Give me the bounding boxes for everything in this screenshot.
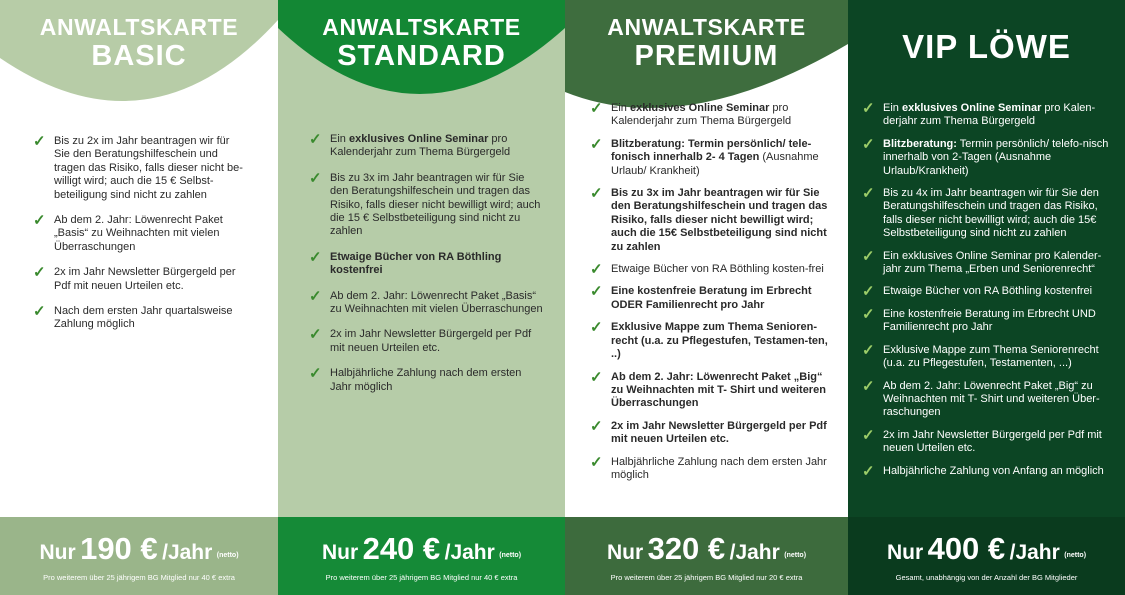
check-icon: ✓ — [862, 185, 875, 203]
feature-text: Nach dem ersten Jahr quartalsweise Zahlung möglich — [54, 305, 233, 331]
check-icon: ✓ — [309, 365, 322, 383]
check-icon: ✓ — [862, 135, 875, 153]
feature-text: Eine kostenfreie Beratung im Erbrecht ODER Familienrecht pro Jahr — [611, 285, 812, 311]
plan-title-line1: ANWALTSKARTE — [39, 14, 239, 40]
check-icon: ✓ — [862, 426, 875, 444]
price-footer-basic — [0, 517, 278, 595]
price-footer-premium — [565, 517, 848, 595]
check-icon: ✓ — [862, 305, 875, 323]
plan-title-line1: ANWALTSKARTE — [607, 14, 806, 40]
price-note: Pro weiterem über 25 jährigem BG Mitglied nur 40 € extra — [43, 573, 235, 582]
feature-item — [590, 135, 830, 178]
check-icon: ✓ — [33, 303, 46, 321]
feature-item — [862, 462, 1112, 480]
feature-item — [590, 285, 830, 312]
check-icon: ✓ — [309, 287, 322, 305]
feature-text: Eine kostenfreie Beratung im Erbrecht UND Familienrecht pro Jahr — [883, 307, 1096, 334]
check-icon: ✓ — [309, 169, 322, 187]
check-icon: ✓ — [590, 319, 603, 337]
check-icon: ✓ — [309, 326, 322, 344]
check-icon: ✓ — [33, 133, 46, 150]
check-icon: ✓ — [590, 135, 603, 153]
plan-card-standard — [278, 0, 565, 595]
price-netto: (netto) — [1064, 552, 1087, 559]
check-icon: ✓ — [590, 261, 603, 279]
price-netto: (netto) — [216, 552, 239, 559]
feature-item — [862, 426, 1112, 456]
feature-text: Bis zu 3x im Jahr beantragen wir für Sie den Beratungshilfeschein und tragen das Risiko, falls dieser nicht bewilligt wird; auch die 15€ Selbstbeteiligung sind nicht zu zahlen — [611, 187, 828, 253]
feature-item — [862, 305, 1112, 335]
feature-item — [590, 368, 830, 411]
feature-text: Halbjährliche Zahlung von Anfang an möglich — [883, 464, 1104, 477]
feature-text: Halbjährliche Zahlung nach dem ersten Jahr möglich — [611, 455, 827, 481]
feature-text: Ein exklusives Online Seminar pro Kalender-jahr zum Thema „Erben und Seniorenrecht“ — [883, 249, 1102, 276]
feature-item — [590, 102, 830, 129]
feature-item — [590, 417, 830, 447]
feature-text: Ein exklusives Online Seminar pro Kalenderjahr zum Thema Bürgergeld — [330, 133, 511, 159]
check-icon: ✓ — [590, 100, 603, 117]
feature-text: Ab dem 2. Jahr: Löwenrecht Paket „Basis“ zu Weihnachten mit vielen Überraschungen — [54, 214, 223, 253]
price-line — [0, 531, 278, 567]
feature-text: Ein exklusives Online Seminar pro Kalen-derjahr zum Thema Bürgergeld — [883, 102, 1096, 128]
price-period: /Jahr — [729, 541, 780, 564]
price-period: /Jahr — [1009, 541, 1060, 564]
feature-item — [862, 135, 1112, 178]
feature-text: Bis zu 4x im Jahr beantragen wir für Sie den Beratungshilfeschein und tragen das Risiko, falls dieser nicht bewilligt wird; auch die 15€ Selbstbeteiligung sind nicht zu zahlen — [883, 187, 1099, 240]
plan-card-basic — [0, 0, 278, 595]
check-icon: ✓ — [862, 247, 875, 265]
plan-header-standard — [278, 0, 565, 120]
check-icon: ✓ — [862, 100, 875, 117]
price-netto: (netto) — [784, 552, 807, 559]
feature-item — [590, 453, 830, 483]
feature-text: 2x im Jahr Newsletter Bürgergeld per Pdf mit neuen Urteilen etc. — [611, 419, 827, 446]
feature-text: 2x im Jahr Newsletter Bürgergeld per Pdf mit neuen Urteilen etc. — [330, 328, 532, 354]
feature-item — [33, 305, 248, 332]
check-icon: ✓ — [590, 453, 603, 471]
check-icon: ✓ — [862, 462, 875, 480]
plan-header-basic — [0, 0, 278, 120]
feature-item — [862, 187, 1112, 241]
feature-item — [862, 102, 1112, 129]
feature-item — [862, 341, 1112, 371]
feature-item — [309, 287, 544, 317]
price-period: /Jahr — [444, 541, 495, 564]
feature-item — [309, 248, 544, 278]
feature-text: 2x im Jahr Newsletter Bürgergeld per Pdf mit neuen Urteilen etc. — [54, 266, 236, 292]
plan-card-vip — [848, 0, 1125, 595]
price-netto: (netto) — [499, 552, 522, 559]
check-icon: ✓ — [590, 368, 603, 386]
check-icon: ✓ — [309, 248, 322, 266]
feature-item — [862, 247, 1112, 277]
price-prefix: Nur — [321, 541, 359, 564]
feature-text: Exklusive Mappe zum Thema Senioren-recht (u.a. zu Pflegestufen, Testamen-ten, ..) — [611, 321, 828, 361]
price-amount: 190 € — [80, 531, 158, 566]
price-prefix: Nur — [886, 541, 924, 564]
feature-text: Blitzberatung: Termin persönlich/ telefo-nisch innerhalb von 2-Tagen (Ausnahme Urlaub/Krankheit) — [883, 137, 1109, 177]
feature-text: Etwaige Bücher von RA Böthling kosten-frei — [611, 263, 824, 276]
feature-text: Etwaige Bücher von RA Böthling kostenfrei — [883, 285, 1093, 298]
plan-title-line2: BASIC — [91, 40, 187, 72]
feature-text: Ab dem 2. Jahr: Löwenrecht Paket „Basis“ zu Weihnachten mit vielen Überraschungen — [330, 289, 543, 316]
price-amount: 320 € — [647, 531, 726, 566]
check-icon: ✓ — [862, 377, 875, 395]
price-note: Gesamt, unabhängig von der Anzahl der BG Mitglieder — [895, 573, 1078, 582]
feature-text: Bis zu 2x im Jahr beantragen wir für Sie den Beratungshilfeschein und tragen das Risiko, falls dieser nicht be-willigt wird; auch die 15 € Selbst-beteiligung sind nicht zu zahlen — [54, 135, 243, 201]
feature-item — [862, 283, 1112, 301]
feature-list — [309, 133, 544, 394]
check-icon: ✓ — [862, 341, 875, 359]
plan-title-line2: STANDARD — [337, 40, 506, 72]
feature-text: Halbjährliche Zahlung nach dem ersten Jahr möglich — [330, 367, 522, 393]
check-icon: ✓ — [590, 417, 603, 435]
check-icon: ✓ — [309, 131, 322, 148]
price-prefix: Nur — [39, 541, 76, 564]
feature-item — [33, 135, 248, 202]
price-footer-standard — [278, 517, 565, 595]
feature-item — [309, 367, 544, 394]
price-amount: 400 € — [927, 531, 1006, 566]
price-line — [565, 531, 848, 567]
check-icon: ✓ — [33, 264, 46, 282]
price-prefix: Nur — [606, 541, 644, 564]
feature-item — [33, 214, 248, 254]
feature-text: Exklusive Mappe zum Thema Seniorenrecht (u.a. zu Pflegestufen, Testamenten, ...) — [883, 343, 1099, 370]
plan-title-line2: PREMIUM — [634, 40, 779, 72]
price-note: Pro weiterem über 25 jährigem BG Mitglied nur 40 € extra — [325, 573, 518, 582]
feature-text: 2x im Jahr Newsletter Bürgergeld per Pdf mit neuen Urteilen etc. — [883, 428, 1102, 455]
price-line — [278, 531, 565, 567]
feature-item — [309, 169, 544, 239]
feature-text: Bis zu 3x im Jahr beantragen wir für Sie den Beratungshilfeschein und tragen das Risiko, falls dieser nicht bewilligt wird; auch die 15 € Selbstbeteiligung sind nicht zu zahlen — [330, 171, 541, 238]
feature-text: Ein exklusives Online Seminar pro Kalenderjahr zum Thema Bürgergeld — [611, 102, 792, 128]
plan-card-premium — [565, 0, 848, 595]
price-period: /Jahr — [162, 541, 213, 564]
feature-item — [590, 321, 830, 361]
feature-text: Blitzberatung: Termin persönlich/ tele-fonisch innerhalb 2- 4 Tagen (Ausnahme Urlaub/ Krankheit) — [611, 137, 819, 177]
feature-item — [33, 266, 248, 293]
feature-item — [590, 187, 830, 254]
feature-list — [590, 102, 830, 482]
price-line — [848, 531, 1125, 567]
plan-title-line1: ANWALTSKARTE — [322, 14, 521, 40]
feature-item — [309, 328, 544, 355]
feature-item — [309, 133, 544, 160]
feature-item — [862, 377, 1112, 420]
feature-list — [862, 102, 1112, 478]
plan-title: VIP LÖWE — [902, 28, 1071, 65]
price-amount: 240 € — [362, 531, 441, 566]
price-footer-vip — [848, 517, 1125, 595]
feature-text: Ab dem 2. Jahr: Löwenrecht Paket „Big“ zu Weihnachten mit T- Shirt und weiteren Überraschungen — [611, 370, 826, 410]
check-icon: ✓ — [33, 212, 46, 230]
check-icon: ✓ — [590, 185, 603, 203]
check-icon: ✓ — [590, 283, 603, 301]
feature-item — [590, 261, 830, 279]
feature-text: Etwaige Bücher von RA Böthling kostenfrei — [330, 250, 502, 277]
feature-text: Ab dem 2. Jahr: Löwenrecht Paket „Big“ zu Weihnachten mit T- Shirt und weiteren Über-raschungen — [883, 379, 1100, 419]
check-icon: ✓ — [862, 283, 875, 301]
feature-list — [33, 135, 248, 332]
price-note: Pro weiterem über 25 jährigem BG Mitglied nur 20 € extra — [610, 573, 803, 582]
